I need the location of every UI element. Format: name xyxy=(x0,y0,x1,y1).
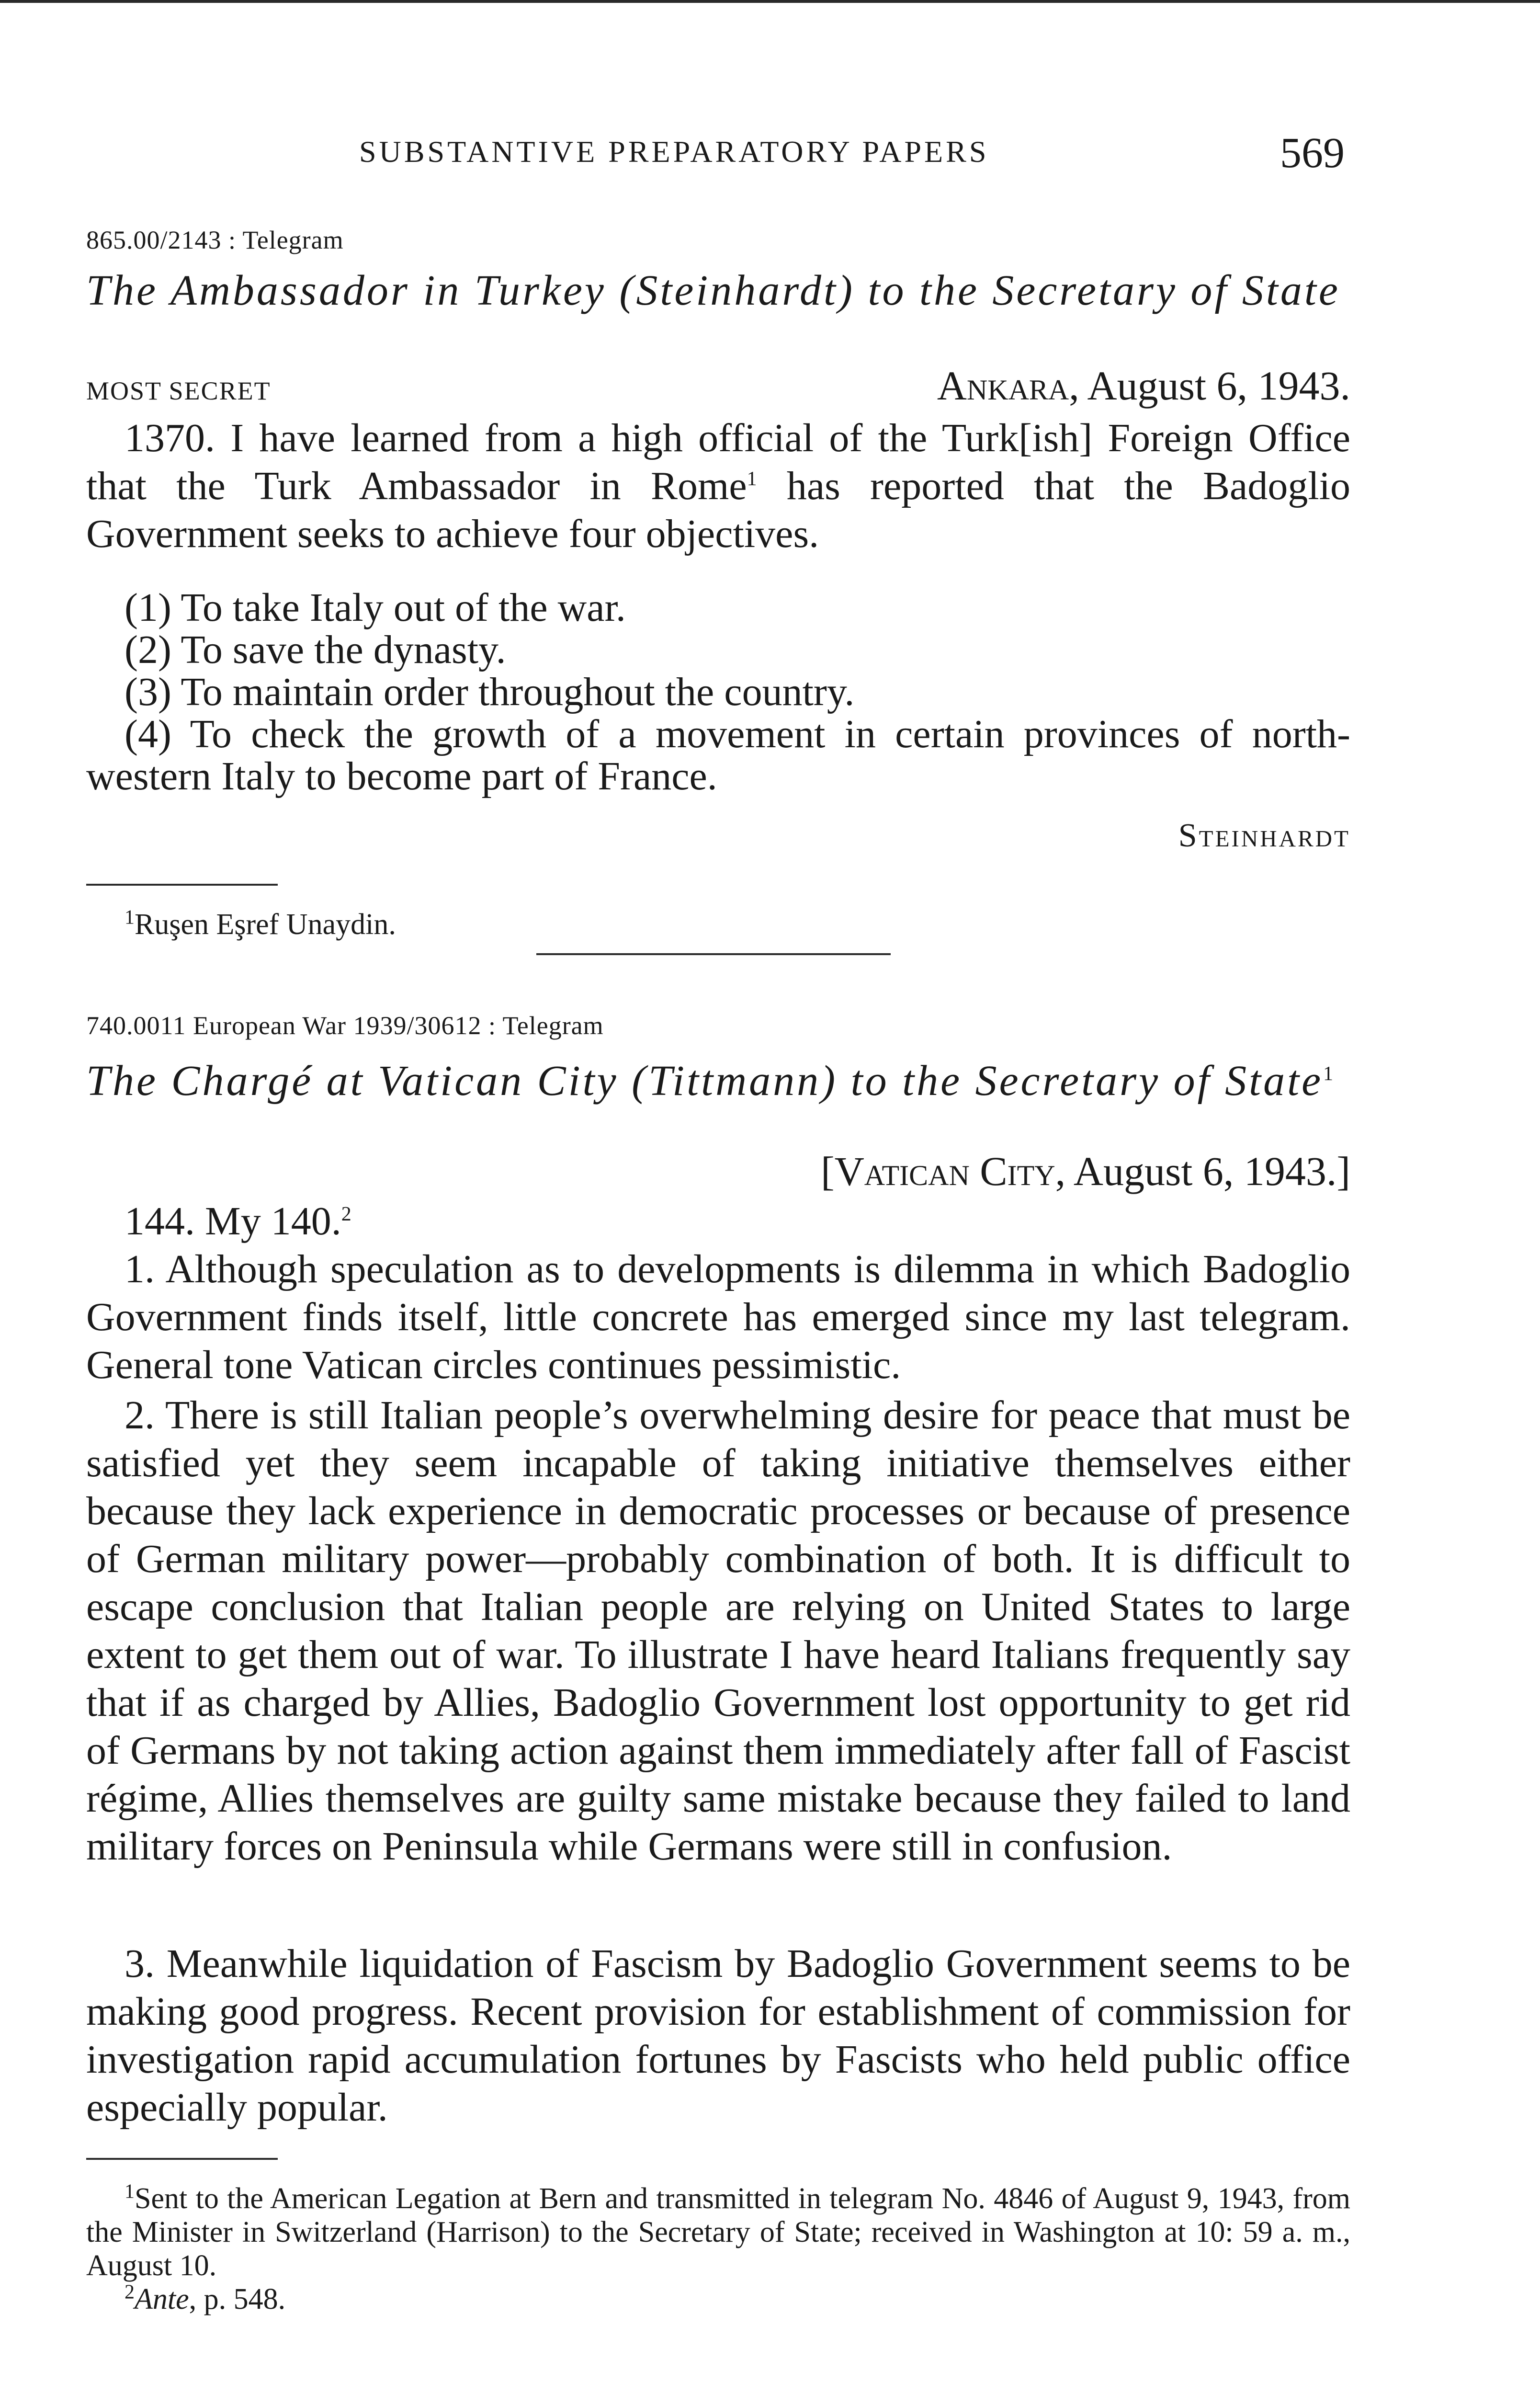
doc1-title-block xyxy=(86,266,1350,315)
doc2-opening-line xyxy=(86,1198,1350,1245)
doc2-file-reference: 740.0011 European War 1939/30612 : Telegram xyxy=(86,1011,604,1040)
doc2-footnote-2-italic: Ante xyxy=(135,2283,189,2315)
doc2-opening-footnote-ref: 2 xyxy=(341,1203,351,1225)
doc2-opening-text xyxy=(86,1198,1350,1245)
doc1-list-item-1: (1) To take Italy out of the war. xyxy=(125,585,626,630)
doc2-footnote-rule-block xyxy=(86,2158,1350,2160)
doc2-dateline xyxy=(86,1147,1350,1195)
doc2-footnote-2-mark: 2 xyxy=(125,2281,135,2304)
doc1-list-item-2: (2) To save the dynasty. xyxy=(125,627,506,672)
doc1-footnote-1-mark: 1 xyxy=(125,906,135,929)
doc2-place: [Vatican City, xyxy=(821,1148,1066,1194)
doc2-place-date xyxy=(821,1147,1350,1195)
doc1-signature: Steinhardt xyxy=(1178,817,1350,854)
doc2-title-block xyxy=(86,1056,1350,1106)
doc1-dateline xyxy=(86,362,1350,410)
doc1-footnote-rule xyxy=(86,884,278,886)
doc1-place-date xyxy=(937,362,1350,410)
doc1-file-ref-block xyxy=(86,225,1350,255)
doc1-list-item-4: (4) To check the growth of a movement in certain provinces of north-western Italy to become part of France. xyxy=(86,712,1350,798)
doc2-date: August 6, 1943.] xyxy=(1073,1148,1350,1194)
doc2-title xyxy=(86,1056,1350,1106)
doc2-footnote-1 xyxy=(86,2182,1350,2282)
doc2-title-text: The Chargé at Vatican City (Tittmann) to the Secretary of State xyxy=(86,1057,1324,1105)
doc1-place: Ankara, xyxy=(937,363,1079,409)
doc2-file-ref-block xyxy=(86,1011,1350,1040)
doc2-paragraph-2-block xyxy=(86,1391,1350,1870)
doc1-opening-part1: 1370. I have learned from a high official of the Turk[ish] Foreign Office that the Turk Ambassador in Rome xyxy=(86,416,1350,508)
doc2-footnote-rule xyxy=(86,2158,278,2160)
doc2-paragraph-3-block xyxy=(86,1940,1350,2132)
doc1-file-reference: 865.00/2143 : Telegram xyxy=(86,226,344,254)
doc1-footnotes xyxy=(86,908,1350,941)
doc1-classification: MOST SECRET xyxy=(86,376,271,405)
doc1-title: The Ambassador in Turkey (Steinhardt) to the Secretary of State xyxy=(86,267,1340,314)
doc2-paragraph-3: 3. Meanwhile liquidation of Fascism by Badoglio Government seems to be making good progress. Recent provision for establishment of commission for investigation rapid accumulation fortunes by Fascists who held public office especially popular. xyxy=(86,1941,1350,2130)
doc2-footnote-2 xyxy=(86,2282,1350,2316)
doc1-opening-text xyxy=(86,414,1350,558)
doc1-footnote-rule-block xyxy=(86,884,1350,886)
doc2-paragraph-1: 1. Although speculation as to developments is dilemma in which Badoglio Government finds itself, little concrete has emerged since my last telegram. General tone Vatican circles continues pessimistic. xyxy=(86,1247,1350,1387)
doc1-opening-part2: has reported that the Badoglio Government seeks to achieve four objectives. xyxy=(86,464,1350,556)
doc2-footnotes xyxy=(86,2182,1350,2316)
doc2-paragraph-2: 2. There is still Italian people’s overwhelming desire for peace that must be satisfied yet they seem incapable of taking initiative themselves either because they lack experience in democratic processes or because of presence of German military power—probably combination of both. It is difficult to escape conclusion that Italian people are relying on United States to large extent to get them out of war. To illustrate I have heard Italians frequently say that if as charged by Allies, Badoglio Government lost opportunity to get rid of Germans by not taking action against them immediately after fall of Fascist régime, Allies themselves are guilty same mistake because they failed to land military forces on Peninsula while Germans were still in confusion. xyxy=(86,1393,1350,1869)
doc1-signature-block xyxy=(86,817,1350,855)
doc2-opening: 144. My 140. xyxy=(125,1199,341,1243)
doc2-footnote-1-text: Sent to the American Legation at Bern and transmitted in telegram No. 4846 of August 9, 1943, from the Minister in Switzerland (Harrison) to the Secretary of State; received in Washington at 10: 59 a. m., August 10. xyxy=(86,2182,1350,2282)
doc2-paragraph-1-block xyxy=(86,1245,1350,1389)
running-head-title: SUBSTANTIVE PREPARATORY PAPERS xyxy=(359,135,989,169)
doc2-title-footnote-ref: 1 xyxy=(1323,1063,1336,1085)
doc1-opening-paragraph xyxy=(86,414,1350,558)
doc1-list-item-3: (3) To maintain order throughout the country. xyxy=(125,670,855,714)
doc1-footnote-1 xyxy=(86,908,1350,941)
doc1-footnote-1-text: Ruşen Eşref Unaydin. xyxy=(135,908,396,941)
document-separator-rule xyxy=(536,953,891,955)
doc1-date: August 6, 1943. xyxy=(1087,363,1350,409)
doc1-objectives-list xyxy=(86,587,1350,798)
doc2-footnote-1-mark: 1 xyxy=(125,2180,135,2203)
top-border-rule xyxy=(0,0,1540,3)
doc2-footnote-2-text: , p. 548. xyxy=(189,2283,286,2315)
doc1-footnote-ref: 1 xyxy=(747,468,757,490)
page-number: 569 xyxy=(1280,129,1345,177)
